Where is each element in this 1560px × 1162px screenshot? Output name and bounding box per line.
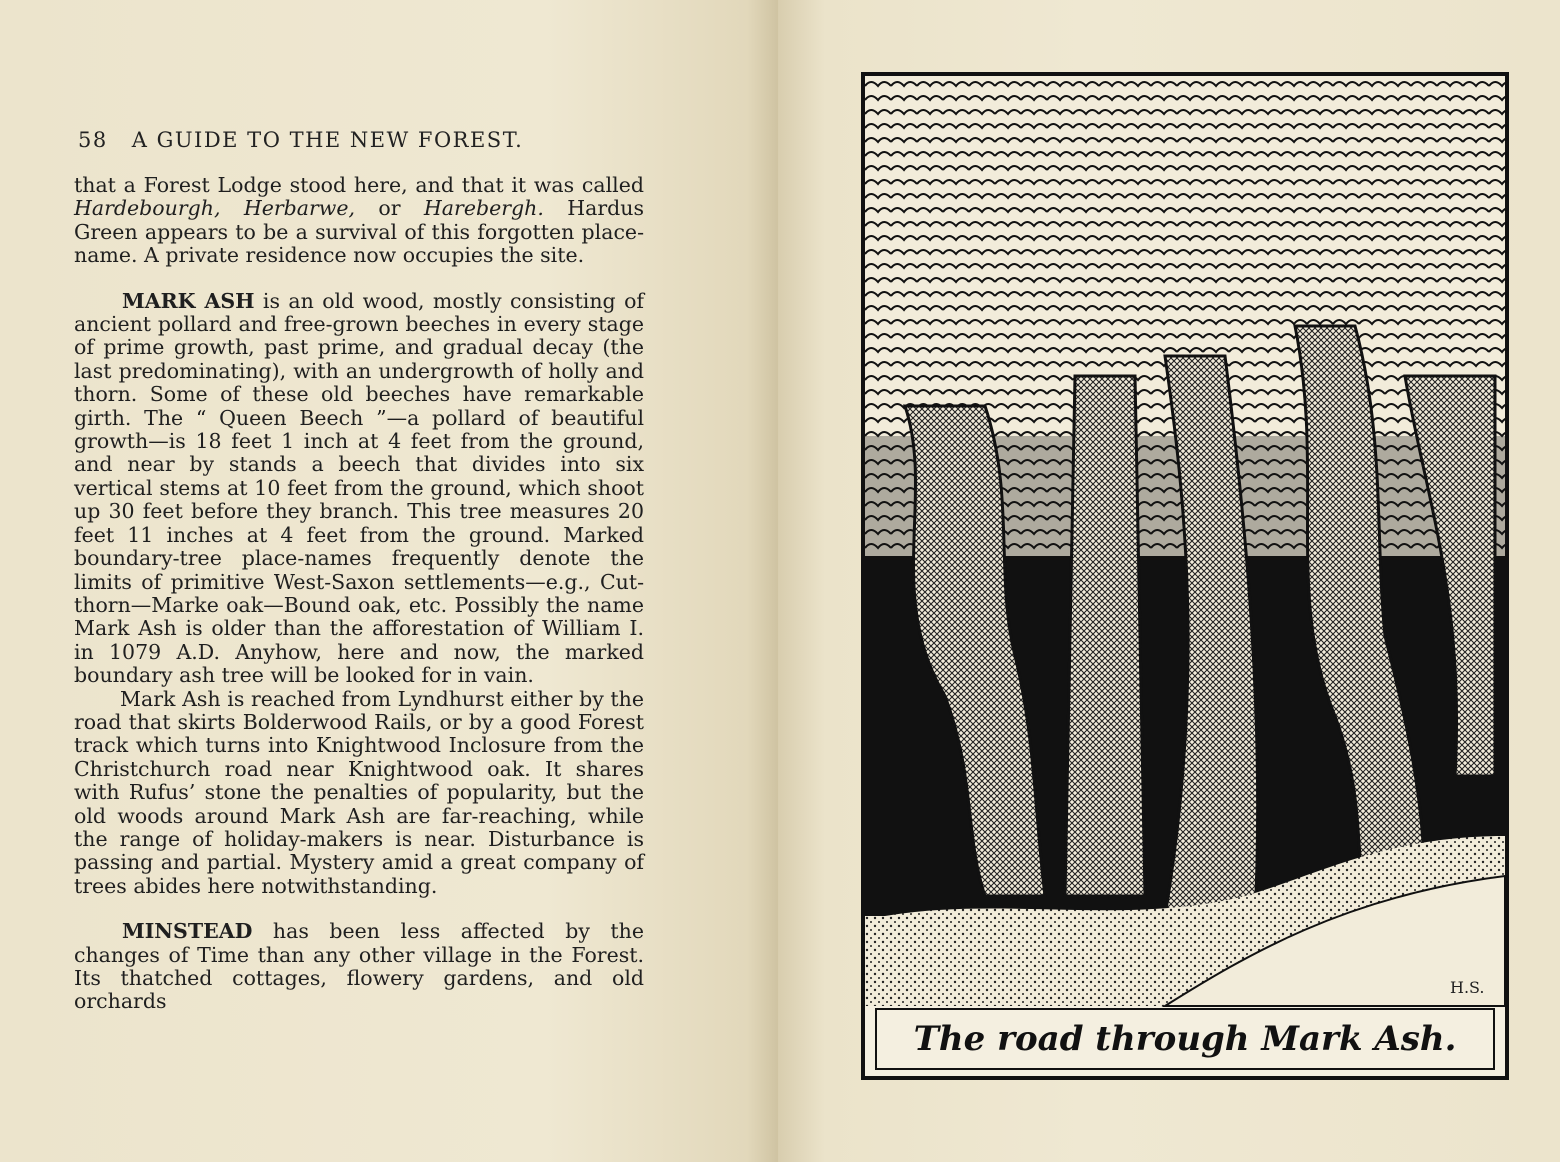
body-text — [74, 174, 644, 1014]
left-page — [0, 0, 778, 1162]
running-head — [78, 128, 648, 152]
forest-illustration — [865, 76, 1505, 1076]
paragraph-minstead: MINSTEAD has been less affected by the changes of Time than any other village in the Forest. Its thatched cottages, flowery gardens, and old orchards — [74, 919, 644, 1014]
paragraph-mark-ash: MARK ASH is an old wood, mostly consisting of ancient pollard and free-grown beeches in every stage of prime growth, past prime, and gradual decay (the last predominating), with an undergrowth of holly and thorn. Some of these old beeches have remarkable girth. The “ Queen Beech ”—a pollard of beautiful growth—is 18 feet 1 inch at 4 feet from the ground, and near by stands a beech that divides into six vertical stems at 10 feet from the ground, which shoot up 30 feet before they branch. This tree measures 20 feet 11 inches at 4 feet from the ground. Marked boundary-tree place-names frequently denote the limits of primitive West-Saxon settlements—e.g., Cut-thorn—Marke oak—Bound oak, etc. Possibly the name Mark Ash is older than the afforestation of William I. in 1079 A.D. Anyhow, here and now, the marked boundary ash tree will be looked for in vain. — [74, 288, 645, 688]
paragraph-reaching-mark-ash: Mark Ash is reached from Lyndhurst either by the road that skirts Bolderwood Rails, or by a good Forest track which turns into Knightwood Inclosure from the Christchurch road near Knightwood oak. It shares with Rufus’ stone the penalties of popularity, but the old woods around Mark Ash are far-reaching, while the range of holiday-makers is near. Disturbance is passing and partial. Mystery amid a great company of trees abides here notwithstanding. — [74, 686, 644, 898]
page-number: 58 — [78, 128, 108, 152]
heading-minstead: MINSTEAD — [122, 919, 253, 944]
heading-mark-ash: MARK ASH — [122, 288, 255, 313]
running-title: A GUIDE TO THE NEW FOREST. — [131, 128, 524, 152]
illustration-caption: The road through Mark Ash. — [875, 1008, 1495, 1070]
artist-initials: H.S. — [1450, 978, 1485, 997]
woodcut-illustration — [861, 72, 1509, 1080]
paragraph-hardebourgh: that a Forest Lodge stood here, and that it was called Hardebourgh, Herbarwe, or Harebergh. Hardus Green appears to be a survival of this forgotten place-name. A private residence now occupies the site. — [74, 173, 644, 268]
